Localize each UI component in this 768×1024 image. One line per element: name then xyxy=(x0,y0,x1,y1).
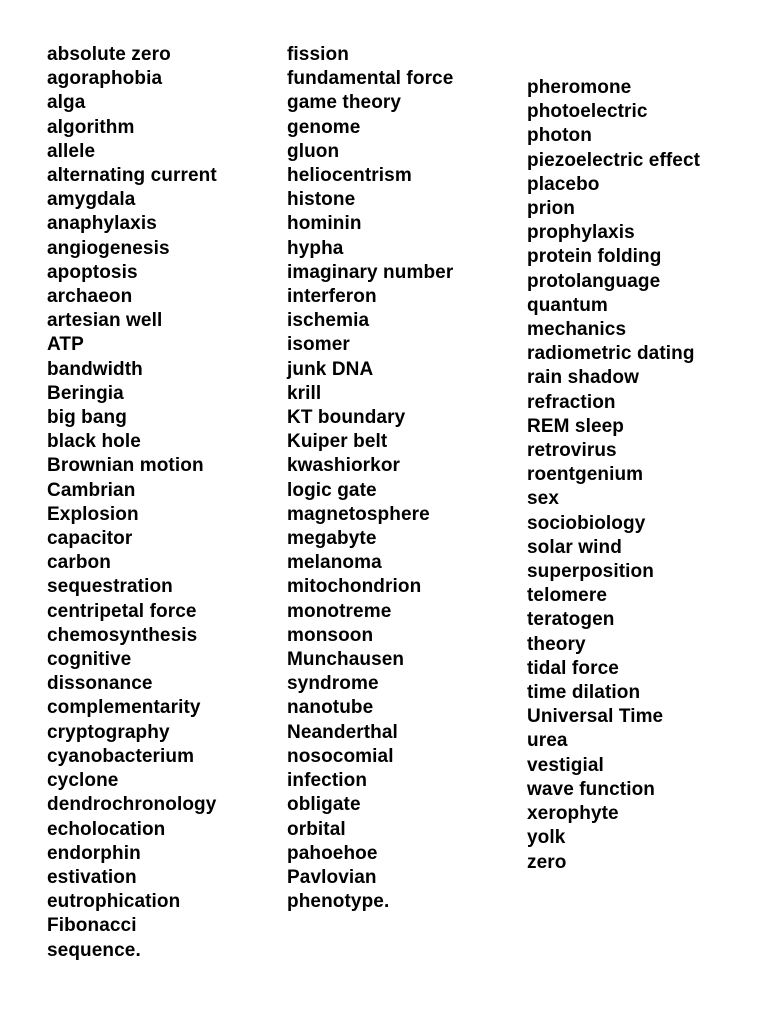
term-item: Universal Time xyxy=(527,706,664,728)
term-item: genome xyxy=(287,116,361,138)
term-item: photon xyxy=(527,125,592,147)
term-item: bandwidth xyxy=(47,358,143,380)
term-item: obligate xyxy=(287,794,361,816)
term-item: urea xyxy=(527,730,568,752)
term-item: teratogen xyxy=(527,609,615,631)
term-item: mitochondrion xyxy=(287,576,422,598)
term-item: algorithm xyxy=(47,116,135,138)
term-item: solar wind xyxy=(527,536,622,558)
term-item: dendrochronology xyxy=(47,794,217,816)
term-item: Neanderthal xyxy=(287,721,398,743)
term-item: Cambrian xyxy=(47,479,136,501)
term-item: chemosynthesis xyxy=(47,624,198,646)
term-item: game theory xyxy=(287,92,402,114)
term-item: fission xyxy=(287,44,349,65)
term-item: quantum xyxy=(527,294,608,316)
term-item: melanoma xyxy=(287,552,382,574)
term-item: cyclone xyxy=(47,770,119,792)
term-item: megabyte xyxy=(287,528,377,550)
term-item: alternating current xyxy=(47,165,217,187)
term-item: roentgenium xyxy=(527,464,644,486)
term-item: apoptosis xyxy=(47,261,138,283)
term-item: hominin xyxy=(287,213,362,235)
term-item: syndrome xyxy=(287,673,379,695)
term-item: monsoon xyxy=(287,624,374,646)
term-item: anaphylaxis xyxy=(47,213,157,235)
term-item: krill xyxy=(287,382,322,404)
term-item: Pavlovian xyxy=(287,866,377,888)
term-item: heliocentrism xyxy=(287,165,412,187)
term-item: isomer xyxy=(287,334,350,356)
term-item: interferon xyxy=(287,286,377,308)
term-item: black hole xyxy=(47,431,141,453)
term-item: imaginary number xyxy=(287,261,454,283)
term-item: refraction xyxy=(527,391,616,413)
term-item: REM sleep xyxy=(527,415,624,437)
term-item: protein folding xyxy=(527,246,662,268)
term-item: tidal force xyxy=(527,657,619,679)
term-item: Munchausen xyxy=(287,649,405,671)
term-item: eutrophication xyxy=(47,891,181,913)
term-item: phenotype. xyxy=(287,891,390,913)
term-item: Beringia xyxy=(47,382,124,404)
term-item: junk DNA xyxy=(287,358,374,380)
term-item: gluon xyxy=(287,140,340,162)
term-item: vestigial xyxy=(527,754,604,776)
term-item: logic gate xyxy=(287,479,377,501)
term-item: placebo xyxy=(527,173,600,195)
term-item: angiogenesis xyxy=(47,237,170,259)
term-item: orbital xyxy=(287,818,346,840)
term-item: estivation xyxy=(47,866,137,888)
term-item: hypha xyxy=(287,237,344,259)
term-item: time dilation xyxy=(527,682,641,704)
term-item: archaeon xyxy=(47,286,133,308)
term-item: fundamental force xyxy=(287,68,454,90)
term-item: capacitor xyxy=(47,528,133,550)
term-item: rain shadow xyxy=(527,367,639,389)
term-item: yolk xyxy=(527,827,566,849)
term-item: echolocation xyxy=(47,818,166,840)
term-item: Kuiper belt xyxy=(287,431,388,453)
term-item: prophylaxis xyxy=(527,222,635,244)
term-item: alga xyxy=(47,92,86,114)
term-item: magnetosphere xyxy=(287,503,430,525)
term-item: centripetal force xyxy=(47,600,197,622)
term-item: nosocomial xyxy=(287,745,394,767)
term-item: cryptography xyxy=(47,721,170,743)
term-item: carbon xyxy=(47,552,111,574)
term-item: radiometric dating xyxy=(527,343,695,365)
term-item: monotreme xyxy=(287,600,392,622)
term-item: Brownian motion xyxy=(47,455,204,477)
term-item: theory xyxy=(527,633,586,655)
term-item: xerophyte xyxy=(527,803,619,825)
term-item: sociobiology xyxy=(527,512,646,534)
term-item: sequence. xyxy=(47,939,141,961)
term-item: allele xyxy=(47,140,96,162)
term-item: zero xyxy=(527,851,567,873)
term-item: photoelectric xyxy=(527,101,648,123)
term-item: retrovirus xyxy=(527,440,617,462)
term-item: big bang xyxy=(47,407,127,429)
term-item: wave function xyxy=(527,778,655,800)
term-item: complementarity xyxy=(47,697,201,719)
term-item: infection xyxy=(287,770,368,792)
term-item: ischemia xyxy=(287,310,370,332)
term-item: amygdala xyxy=(47,189,136,211)
term-item: prion xyxy=(527,198,575,220)
term-item: absolute zero xyxy=(47,44,171,65)
term-item: superposition xyxy=(527,561,654,583)
term-item: ATP xyxy=(47,334,84,356)
term-item: Fibonacci xyxy=(47,915,137,937)
term-item: histone xyxy=(287,189,356,211)
term-item: kwashiorkor xyxy=(287,455,401,477)
term-item: cognitive xyxy=(47,649,132,671)
term-column-3 xyxy=(527,76,700,875)
term-item: pheromone xyxy=(527,77,632,98)
term-item: protolanguage xyxy=(527,270,661,292)
term-item: Explosion xyxy=(47,503,139,525)
term-item: agoraphobia xyxy=(47,68,163,90)
term-item: cyanobacterium xyxy=(47,745,195,767)
term-item: sequestration xyxy=(47,576,173,598)
term-item: mechanics xyxy=(527,319,627,341)
term-item: artesian well xyxy=(47,310,163,332)
term-item: sex xyxy=(527,488,560,510)
term-column-2 xyxy=(287,43,453,914)
term-item: pahoehoe xyxy=(287,842,378,864)
term-column-1 xyxy=(47,43,217,963)
term-item: KT boundary xyxy=(287,407,406,429)
term-item: dissonance xyxy=(47,673,153,695)
term-item: nanotube xyxy=(287,697,374,719)
term-item: telomere xyxy=(527,585,608,607)
term-item: endorphin xyxy=(47,842,141,864)
term-item: piezoelectric effect xyxy=(527,149,701,171)
